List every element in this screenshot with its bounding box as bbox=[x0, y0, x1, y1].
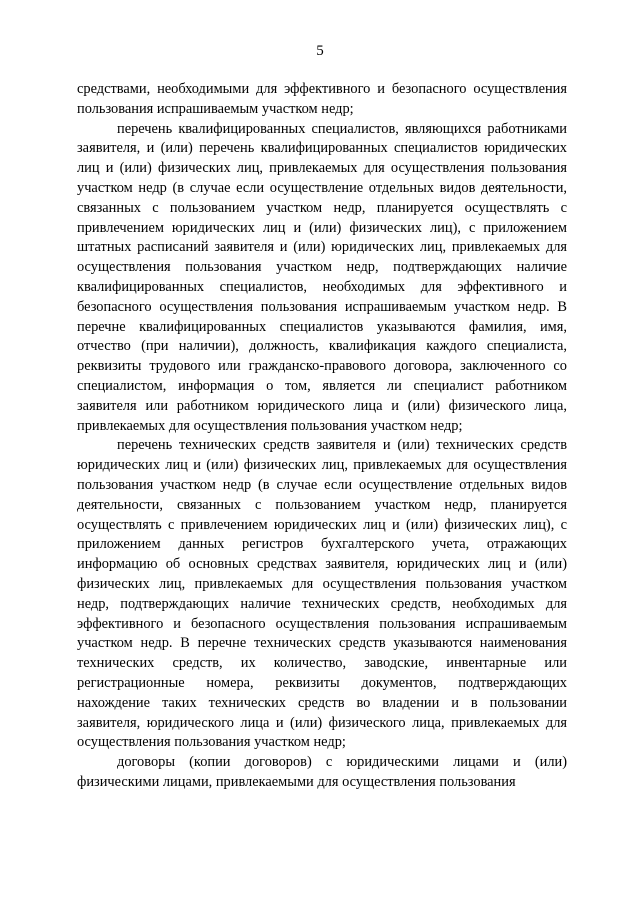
paragraph-continuation: средствами, необходимыми для эффективного и безопасного осуществления пользования испрашиваемым участком недр; bbox=[77, 81, 567, 117]
document-body bbox=[77, 80, 567, 793]
paragraph-specialists-list: перечень квалифицированных специалистов, являющихся работниками заявителя, и (или) перечень квалифицированных специалистов юридических лиц и (или) физических лиц, привлекаемых для осуществления пользования участком недр (в случае если осуществление отдельных видов деятельности, связанных с пользованием участком недр, планируется осуществлять с привлечением юридических лиц и (или) физических лиц), с приложением штатных расписаний заявителя и (или) юридических лиц, привлекаемых для осуществления пользования участком недр, подтверждающих наличие квалифицированных специалистов, необходимых для эффективного и безопасного осуществления пользования испрашиваемым участком недр. В перечне квалифицированных специалистов указываются фамилия, имя, отчество (при наличии), должность, квалификация каждого специалиста, реквизиты трудового или гражданско-правового договора, заключенного со специалистом, информация о том, является ли специалист работником заявителя или работником юридического лица и (или) физического лица, привлекаемых для осуществления пользования участком недр; bbox=[77, 120, 567, 434]
paragraph-contracts: договоры (копии договоров) с юридическими лицами и (или) физическими лицами, привлекаемыми для осуществления пользования bbox=[77, 754, 567, 790]
page-number: 5 bbox=[316, 43, 324, 59]
paragraph-technical-means-list: перечень технических средств заявителя и (или) технических средств юридических лиц и (или) физических лиц, привлекаемых для осуществления пользования участком недр (в случае если осуществление отдельных видов деятельности, связанных с пользованием участком недр, планируется осуществлять с привлечением юридических лиц и (или) физических лиц), с приложением данных регистров бухгалтерского учета, отражающих информацию об основных средствах заявителя, юридических лиц и (или) физических лиц, привлекаемых для осуществления пользования участком недр, подтверждающих наличие технических средств, необходимых для эффективного и безопасного осуществления пользования испрашиваемым участком недр. В перечне технических средств указываются наименования технических средств, их количество, заводские, инвентарные или регистрационные номера, реквизиты документов, подтверждающих нахождение таких технических средств во владении и в пользовании заявителя, юридического лица и (или) физического лица, привлекаемых для осуществления пользования участком недр; bbox=[77, 437, 567, 751]
